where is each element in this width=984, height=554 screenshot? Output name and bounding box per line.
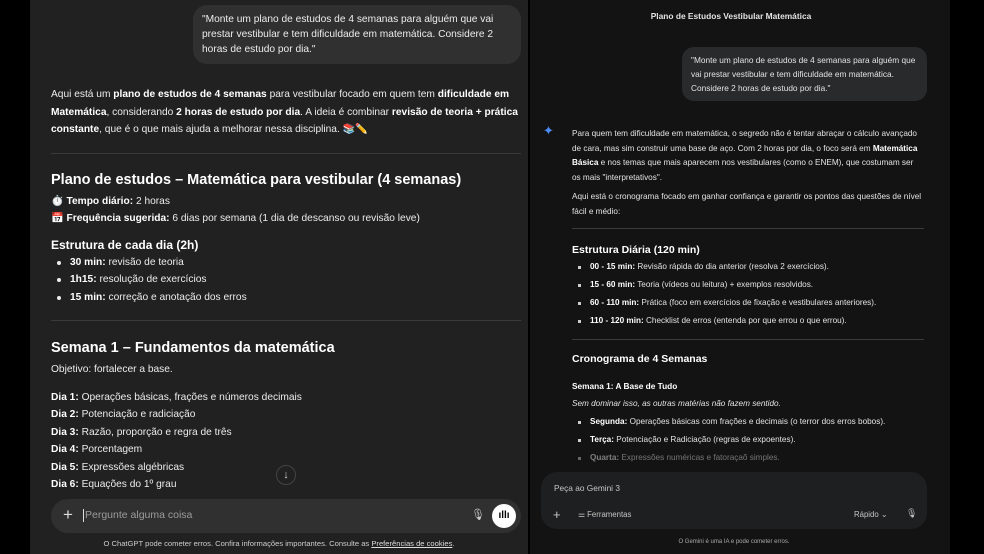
microphone-icon[interactable]: 🎙 bbox=[906, 508, 918, 518]
assistant-response bbox=[51, 86, 521, 494]
list-item bbox=[572, 413, 924, 431]
bold-text: 60 - 110 min: bbox=[590, 298, 640, 307]
bold-text: 15 min: bbox=[70, 291, 106, 303]
frequency bbox=[51, 210, 521, 228]
text-segment: 2 horas bbox=[133, 195, 170, 207]
text-segment: para vestibular focado em quem tem bbox=[266, 89, 438, 100]
text-segment: Operações básicas, frações e números decimais bbox=[78, 391, 302, 403]
chevron-down-icon: ⌄ bbox=[880, 510, 888, 519]
schedule-title: Cronograma de 4 Semanas bbox=[572, 353, 708, 365]
bold-text: Dia 3: bbox=[51, 426, 79, 438]
mode-selector[interactable] bbox=[854, 510, 887, 519]
plan-title: Plano de estudos – Matemática para vestibular (4 semanas) bbox=[51, 171, 462, 188]
conversation-title: Plano de Estudos Vestibular Matemática bbox=[650, 11, 812, 21]
list-item bbox=[572, 449, 924, 467]
text-segment: Razão, proporção e regra de três bbox=[78, 426, 232, 438]
bold-text: Dia 2: bbox=[51, 409, 79, 420]
day-item bbox=[51, 424, 521, 442]
scroll-down-button[interactable]: ↓ bbox=[276, 465, 296, 485]
bold-text: dificuldade em Matemática bbox=[51, 89, 510, 118]
daily-time bbox=[51, 193, 521, 211]
disclaimer: O Gemini é uma IA e pode cometer erros. bbox=[678, 539, 790, 545]
list-item bbox=[51, 271, 521, 289]
text-segment: Expressões algébricas bbox=[78, 461, 185, 473]
text-segment: revisão de teoria bbox=[105, 256, 184, 268]
structure-title: Estrutura de cada dia (2h) bbox=[51, 237, 199, 252]
bold-text: Dia 1: bbox=[51, 391, 79, 403]
divider bbox=[572, 228, 924, 229]
user-message-bubble: "Monte um plano de estudos de 4 semanas para alguém que vai prestar vestibular e tem dificuldade em matemática. Considere 2 horas de estudo por dia." bbox=[682, 47, 927, 101]
daily-list bbox=[572, 258, 924, 330]
text-segment: Equações do 1º grau bbox=[78, 479, 177, 490]
week1-days bbox=[572, 413, 924, 467]
text-segment: Teoria (vídeos ou leitura) + exemplos resolvidos. bbox=[635, 280, 814, 289]
text-segment: e nos temas que mais aparecem nos vestibulares (como o ENEM), que costumam ser os mais "interpretativos". bbox=[572, 158, 914, 182]
list-item bbox=[572, 312, 924, 330]
bold-text: 15 - 60 min: bbox=[590, 280, 636, 289]
text-segment: , considerando bbox=[106, 106, 177, 118]
bold-text: 1h15: bbox=[70, 274, 97, 285]
paragraph bbox=[572, 127, 924, 185]
divider bbox=[51, 153, 521, 154]
microphone-icon[interactable]: 🎙 bbox=[471, 509, 485, 521]
text-segment: ⏱️ bbox=[51, 195, 67, 207]
list-item bbox=[572, 294, 924, 312]
text-segment: Aqui está o cronograma focado em ganhar confiança e garantir os pontos das questões de nível fácil e médio: bbox=[572, 192, 922, 216]
bold-text: revisão de teoria + prática constante bbox=[51, 106, 518, 135]
chat-input[interactable] bbox=[51, 499, 521, 533]
tools-button[interactable] bbox=[578, 510, 631, 519]
week1-note: Sem dominar isso, as outras matérias não fazem sentido. bbox=[572, 398, 781, 408]
bold-text: Dia 6: bbox=[51, 479, 79, 490]
chat-input-placeholder[interactable]: Peça ao Gemini 3 bbox=[554, 483, 620, 493]
user-message-bubble: "Monte um plano de estudos de 4 semanas para alguém que vai prestar vestibular e tem dificuldade em matemática. Considere 2 horas de estudo por dia." bbox=[193, 5, 521, 64]
cookie-preferences-link[interactable]: Preferências de cookies bbox=[371, 539, 453, 548]
text-segment: Checklist de erros (entenda por que errou o que errou). bbox=[643, 316, 847, 325]
bold-text: 00 - 15 min: bbox=[590, 262, 636, 271]
tools-label: Ferramentas bbox=[587, 510, 632, 519]
week1-objective: Objetivo: fortalecer a base. bbox=[51, 364, 173, 375]
divider bbox=[572, 339, 924, 340]
bold-text: Matemática Básica bbox=[572, 143, 918, 167]
disclaimer-end: . bbox=[452, 539, 455, 548]
list-item bbox=[572, 258, 924, 276]
chat-input[interactable] bbox=[541, 472, 927, 529]
structure-list bbox=[51, 254, 521, 307]
plus-icon[interactable]: + bbox=[63, 505, 73, 524]
text-segment: Operações básicas com frações e decimais (o terror dos erros bobos). bbox=[627, 417, 886, 426]
bold-text: 2 horas de estudo por dia bbox=[176, 106, 301, 118]
divider bbox=[51, 320, 521, 321]
text-segment: correção e anotação dos erros bbox=[105, 291, 247, 303]
chat-input-placeholder[interactable]: Pergunte alguma coisa bbox=[85, 509, 193, 521]
chatgpt-panel bbox=[30, 0, 528, 554]
text-segment: 📅 bbox=[51, 213, 67, 224]
sliders-icon: ⚌ bbox=[578, 510, 588, 519]
bold-text: plano de estudos de 4 semanas bbox=[113, 89, 267, 100]
bold-text: Dia 5: bbox=[51, 461, 79, 473]
text-segment: Para quem tem dificuldade em matemática, o segredo não é tentar abraçar o cálculo avançado de cara, mas sim construir uma base de aço. Com 2 horas por dia, o foco será em bbox=[572, 129, 917, 153]
list-item bbox=[51, 289, 521, 307]
disclaimer-text: O ChatGPT pode cometer erros. Confira informações importantes. Consulte as bbox=[103, 539, 372, 548]
bold-text: Terça: bbox=[590, 435, 614, 444]
bold-text: Frequência sugerida: bbox=[66, 213, 170, 224]
text-segment: . A ideia é combinar bbox=[300, 106, 392, 118]
intro-paragraph bbox=[51, 86, 521, 139]
bold-text: Quarta: bbox=[590, 453, 620, 462]
list-item bbox=[51, 254, 521, 272]
text-segment: , que é o que mais ajuda a melhorar nessa disciplina. 📚✏️ bbox=[99, 124, 369, 135]
text-segment: Aqui está um bbox=[51, 89, 114, 100]
bold-text: Dia 4: bbox=[51, 444, 79, 455]
list-item bbox=[572, 276, 924, 294]
text-segment: Expressões numéricas e fatoraçaõ simples. bbox=[619, 453, 780, 462]
bold-text: Segunda: bbox=[590, 417, 628, 426]
gemini-sparkle-icon: ✦ bbox=[543, 123, 554, 138]
gemini-panel bbox=[530, 0, 950, 554]
bold-text: 30 min: bbox=[70, 256, 106, 268]
paragraph bbox=[572, 190, 924, 219]
mode-label: Rápido bbox=[854, 510, 879, 519]
text-segment: Potenciação e Radiciação (regras de expoentes). bbox=[613, 435, 796, 444]
bold-text: Tempo diário: bbox=[66, 195, 134, 207]
text-segment: resolução de exercícios bbox=[96, 274, 207, 285]
text-segment: Prática (foco em exercícios de fixação e vestibulares anteriores). bbox=[639, 298, 877, 307]
day-item bbox=[51, 441, 521, 459]
week1-title: Semana 1: A Base de Tudo bbox=[572, 381, 678, 391]
daily-title: Estrutura Diária (120 min) bbox=[572, 244, 700, 256]
day-item bbox=[51, 406, 521, 424]
voice-mode-icon[interactable]: ıllı bbox=[492, 504, 516, 528]
text-segment: Potenciação e radiciação bbox=[78, 409, 196, 420]
text-segment: Revisão rápida do dia anterior (resolva 2 exercícios). bbox=[635, 262, 829, 271]
bold-text: 110 - 120 min: bbox=[590, 316, 644, 325]
disclaimer bbox=[30, 539, 528, 548]
text-segment: Porcentagem bbox=[78, 444, 143, 455]
list-item bbox=[572, 431, 924, 449]
assistant-response bbox=[572, 127, 924, 467]
week1-title: Semana 1 – Fundamentos da matemática bbox=[51, 340, 335, 356]
plus-icon[interactable]: + bbox=[553, 507, 561, 522]
day-item bbox=[51, 389, 521, 407]
text-segment: 6 dias por semana (1 dia de descanso ou revisão leve) bbox=[169, 213, 420, 224]
